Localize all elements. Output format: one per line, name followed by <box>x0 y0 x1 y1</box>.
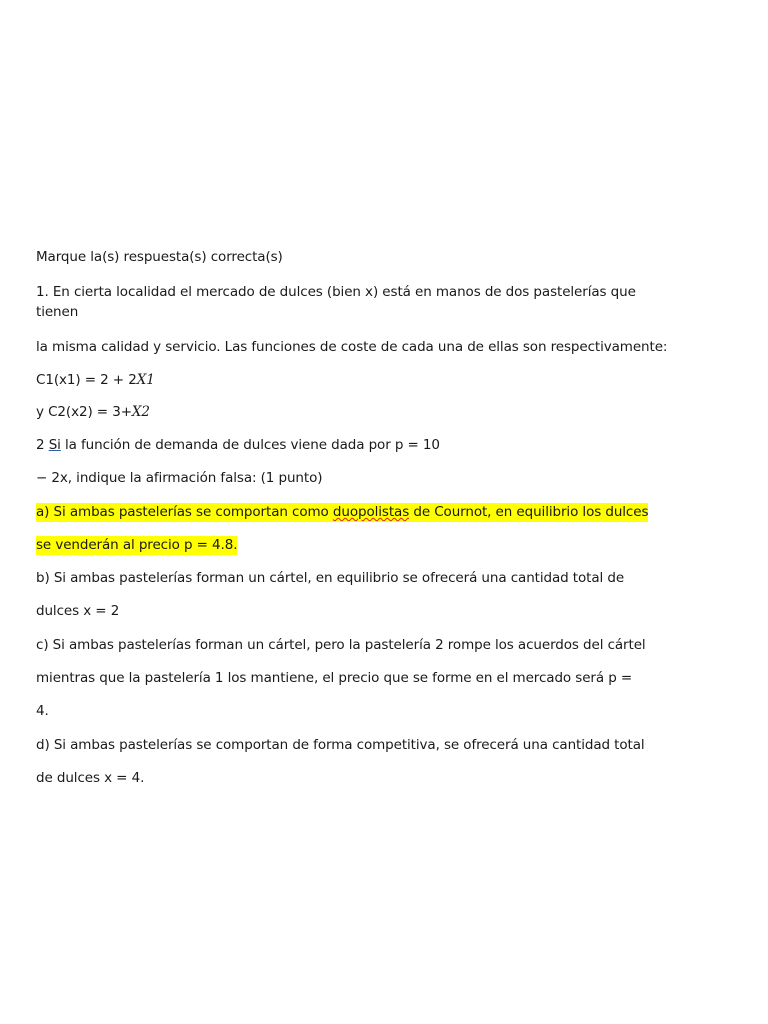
cost-function-2 <box>36 404 150 421</box>
cost-function-1-prefix: C1(x1) = 2 + 2 <box>36 372 137 388</box>
option-b-line-2: dulces x = 2 <box>36 603 120 619</box>
option-a-line-2-text: se venderán al precio p = 4.8. <box>36 537 238 553</box>
option-b-line-1: b) Si ambas pastelerías forman un cártel, en equilibrio se ofrecerá una cantidad total de <box>36 570 625 586</box>
demand-number: 2 <box>36 437 49 453</box>
option-a-line-2 <box>36 537 237 554</box>
option-d-line-1: d) Si ambas pastelerías se comportan de forma competitiva, se ofrecerá una cantidad total <box>36 737 645 753</box>
cost-function-1 <box>36 372 155 389</box>
option-a-duopolistas: duopolistas <box>332 504 410 520</box>
question-line-3: la misma calidad y servicio. Las funciones de coste de cada una de ellas son respectivamente: <box>36 339 668 355</box>
option-a-part-2: de Cournot, en equilibrio los dulces <box>409 504 649 520</box>
cost-function-2-var: X2 <box>131 404 150 420</box>
demand-si-word: Si <box>48 437 61 453</box>
option-d-line-2: de dulces x = 4. <box>36 770 145 786</box>
question-line-1: 1. En cierta localidad el mercado de dulces (bien x) está en manos de dos pastelerías que <box>36 284 636 300</box>
demand-line-1 <box>36 437 440 454</box>
cost-function-1-var: X1 <box>136 372 155 388</box>
demand-rest: la función de demanda de dulces viene dada por p = 10 <box>60 437 440 453</box>
cost-function-2-prefix: y C2(x2) = 3+ <box>36 404 132 420</box>
option-a-line-1 <box>36 504 648 521</box>
demand-line-2: − 2x, indique la afirmación falsa: (1 punto) <box>36 470 323 486</box>
option-c-line-1: c) Si ambas pastelerías forman un cártel, pero la pastelería 2 rompe los acuerdos del cártel <box>36 637 646 653</box>
question-line-2: tienen <box>36 304 79 320</box>
option-c-line-3: 4. <box>36 703 49 719</box>
instruction-text: Marque la(s) respuesta(s) correcta(s) <box>36 249 283 265</box>
option-a-part-1: a) Si ambas pastelerías se comportan como <box>36 504 333 520</box>
option-c-line-2: mientras que la pastelería 1 los mantiene, el precio que se forme en el mercado será p = <box>36 670 633 686</box>
